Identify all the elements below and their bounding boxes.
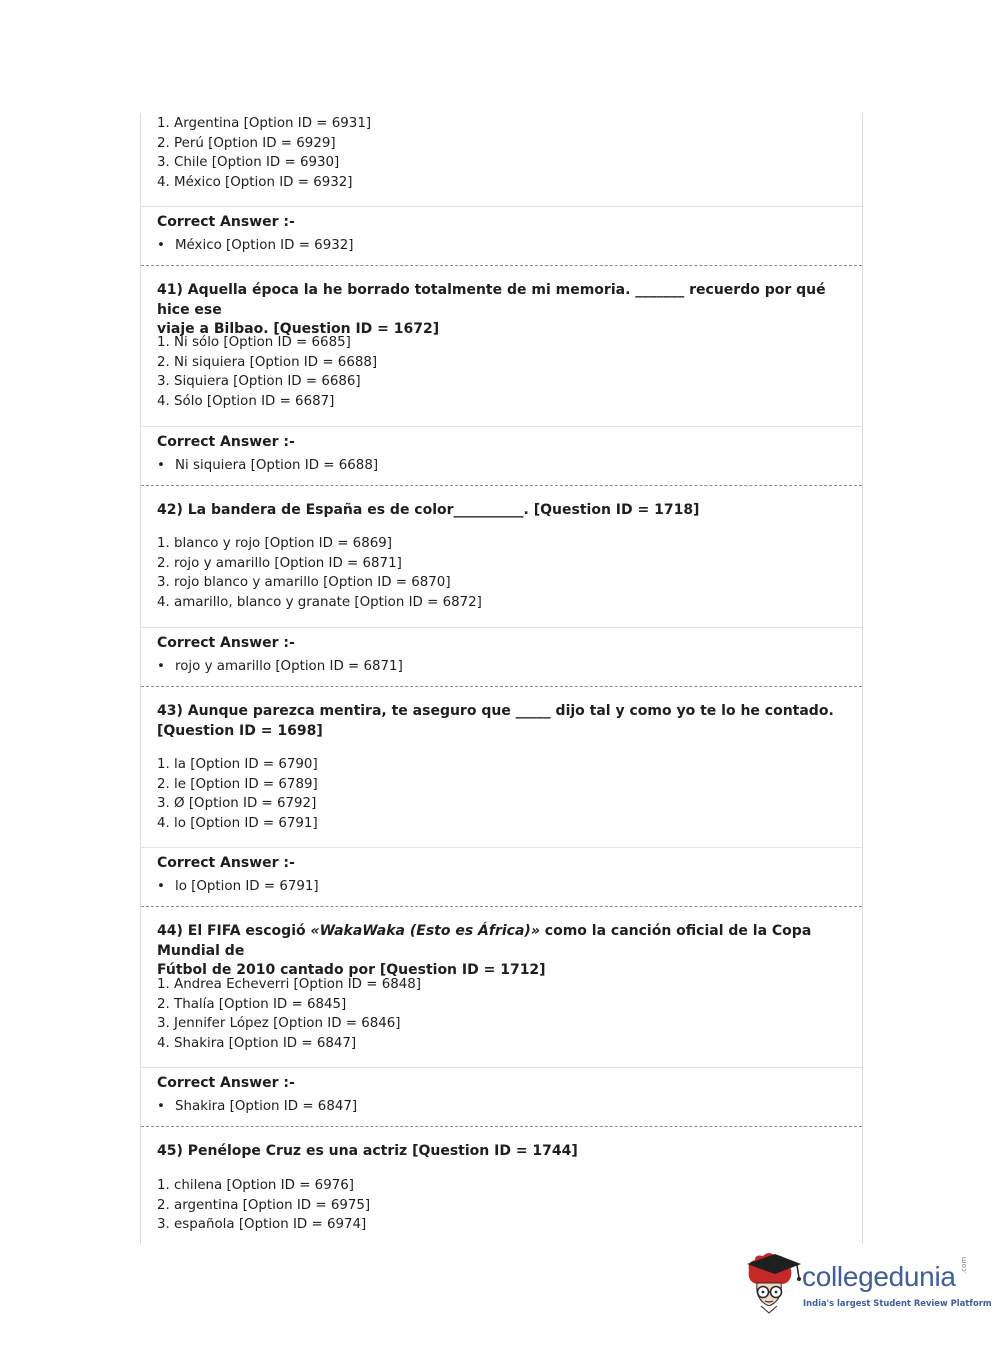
correct-answer: • Ni siquiera [Option ID = 6688] xyxy=(157,458,379,473)
correct-answer-section xyxy=(141,847,862,906)
question-text: 43) Aunque parezca mentira, te aseguro que _____ dijo tal y como yo te lo he contado. [Question ID = 1698] xyxy=(157,703,834,739)
options-list xyxy=(157,114,371,192)
question-block-44 xyxy=(141,907,862,1127)
correct-answer: • México [Option ID = 6932] xyxy=(157,238,354,253)
question-text: 41) Aquella época la he borrado totalmente de mi memoria. _______ recuerdo por qué hice ese viaje a Bilbao. [Question ID = 1672] xyxy=(157,282,826,338)
question-block-43 xyxy=(141,687,862,907)
option-item: 2. Perú [Option ID = 6929] xyxy=(157,135,336,151)
correct-answer-section xyxy=(141,1067,862,1126)
correct-answer-heading: Correct Answer :- xyxy=(157,434,295,450)
option-item: 2. rojo y amarillo [Option ID = 6871] xyxy=(157,555,402,571)
option-item: 1. Argentina [Option ID = 6931] xyxy=(157,116,372,131)
correct-answer-heading: Correct Answer :- xyxy=(157,635,295,651)
question-block-45 xyxy=(141,1127,862,1244)
correct-answer: • rojo y amarillo [Option ID = 6871] xyxy=(157,659,403,674)
option-item: 3. Siquiera [Option ID = 6686] xyxy=(157,374,361,390)
question-text: 42) La bandera de España es de color__________. [Question ID = 1718] xyxy=(157,502,700,518)
option-item: 1. la [Option ID = 6790] xyxy=(157,757,318,772)
correct-answer-heading: Correct Answer :- xyxy=(157,1075,295,1091)
brand-name: collegedunia xyxy=(802,1261,956,1292)
question-text: 44) El FIFA escogió «WakaWaka (Esto es África)» como la canción oficial de la Copa Mundial de Fútbol de 2010 cantado por [Question ID = 1712] xyxy=(157,923,812,979)
brand-tagline: India's largest Student Review Platform xyxy=(803,1298,992,1308)
option-item: 2. Ni siquiera [Option ID = 6688] xyxy=(157,354,378,370)
option-item: 3. española [Option ID = 6974] xyxy=(157,1217,367,1233)
option-item: 1. Ni sólo [Option ID = 6685] xyxy=(157,335,351,350)
option-item: 2. Thalía [Option ID = 6845] xyxy=(157,996,347,1012)
option-item: 3. Ø [Option ID = 6792] xyxy=(157,796,317,812)
option-item: 1. Andrea Echeverri [Option ID = 6848] xyxy=(157,977,422,992)
question-block-42 xyxy=(141,486,862,687)
option-item: 2. argentina [Option ID = 6975] xyxy=(157,1197,371,1213)
correct-answer: • lo [Option ID = 6791] xyxy=(157,879,319,894)
option-item: 3. Jennifer López [Option ID = 6846] xyxy=(157,1016,401,1032)
option-item: 4. Shakira [Option ID = 6847] xyxy=(157,1035,357,1051)
option-item: 3. rojo blanco y amarillo [Option ID = 6870] xyxy=(157,575,451,591)
question-block-41 xyxy=(141,266,862,486)
collegedunia-logo xyxy=(741,1250,992,1320)
correct-answer-section xyxy=(141,206,862,265)
option-item: 4. lo [Option ID = 6791] xyxy=(157,815,318,831)
option-item: 4. Sólo [Option ID = 6687] xyxy=(157,393,335,409)
option-item: 2. le [Option ID = 6789] xyxy=(157,776,318,792)
correct-answer-section xyxy=(141,426,862,485)
option-item: 4. amarillo, blanco y granate [Option ID = 6872] xyxy=(157,594,482,610)
options-list xyxy=(157,755,318,833)
question-paper xyxy=(140,113,863,1244)
question-block-40 xyxy=(141,113,862,266)
question-text: 45) Penélope Cruz es una actriz [Question ID = 1744] xyxy=(157,1143,578,1159)
option-item: 1. chilena [Option ID = 6976] xyxy=(157,1178,354,1193)
options-list xyxy=(157,534,482,612)
correct-answer: • Shakira [Option ID = 6847] xyxy=(157,1099,358,1114)
mascot-graduate-icon xyxy=(741,1250,803,1314)
options-list xyxy=(157,333,377,411)
option-item: 3. Chile [Option ID = 6930] xyxy=(157,155,340,171)
correct-answer-section xyxy=(141,627,862,686)
brand-suffix: .com xyxy=(960,1256,968,1274)
options-list xyxy=(157,975,421,1053)
correct-answer-heading: Correct Answer :- xyxy=(157,855,295,871)
option-item: 4. México [Option ID = 6932] xyxy=(157,174,353,190)
options-list xyxy=(157,1176,370,1235)
option-item: 1. blanco y rojo [Option ID = 6869] xyxy=(157,536,392,551)
correct-answer-heading: Correct Answer :- xyxy=(157,214,295,230)
